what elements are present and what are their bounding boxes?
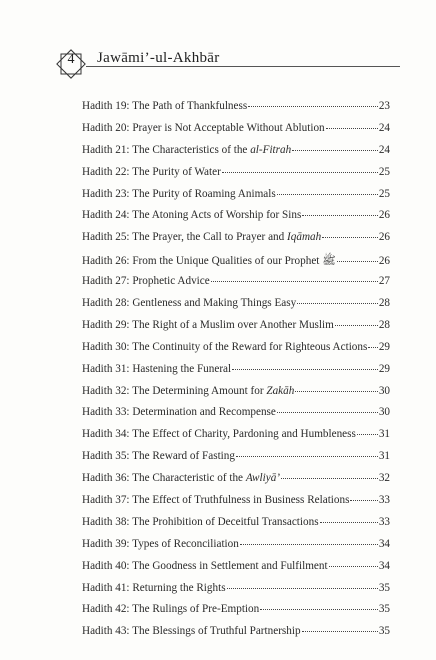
toc-entry[interactable] [82, 385, 390, 407]
toc-entry-page: 29 [378, 340, 390, 353]
toc-entry-label: Hadith 31: Hastening the Funeral [82, 362, 232, 375]
toc-entry[interactable] [82, 275, 390, 297]
toc-entry-italic-term: Awliyā’ [245, 472, 281, 485]
toc-entry-page: 35 [378, 581, 390, 594]
toc-entry-label: Hadith 41: Returning the Rights [82, 581, 226, 594]
toc-entry-title [82, 406, 276, 418]
toc-leader-dots [297, 302, 378, 304]
toc-entry-label: Hadith 34: The Effect of Charity, Pardoning and Humbleness [82, 428, 356, 441]
toc-entry-page: 31 [378, 428, 390, 441]
toc-entry-label: Hadith 42: The Rulings of Pre-Emption [82, 603, 260, 616]
toc-entry-page: 32 [378, 472, 390, 485]
toc-entry-title [82, 516, 319, 528]
toc-entry-page: 29 [378, 362, 390, 375]
toc-entry-page: 34 [378, 537, 390, 550]
toc-entry-page: 24 [378, 143, 390, 156]
toc-entry-title [82, 428, 356, 440]
toc-entry-title [82, 538, 239, 550]
toc-entry[interactable] [82, 122, 390, 144]
toc-entry-label: Hadith 43: The Blessings of Truthful Partnership [82, 625, 301, 638]
toc-entry-italic-term: al-Fitrah [250, 143, 292, 156]
toc-leader-dots [337, 260, 378, 262]
toc-entry-label: Hadith 23: The Purity of Roaming Animals [82, 187, 276, 200]
toc-leader-dots [322, 236, 378, 238]
toc-entry-page: 31 [378, 450, 390, 463]
toc-entry[interactable] [82, 188, 390, 210]
toc-entry-label: Hadith 29: The Right of a Muslim over Another Muslim [82, 318, 334, 331]
toc-entry-title [82, 100, 247, 112]
toc-leader-dots [227, 587, 378, 589]
toc-leader-dots [277, 193, 378, 195]
toc-leader-dots [302, 630, 378, 632]
toc-entry-page: 26 [378, 231, 390, 244]
toc-entry[interactable] [82, 560, 390, 582]
toc-entry[interactable] [82, 582, 390, 604]
toc-entry[interactable] [82, 253, 390, 275]
toc-entry-label: Hadith 37: The Effect of Truthfulness in Business Relations [82, 494, 350, 507]
toc-entry[interactable] [82, 603, 390, 625]
toc-entry-label: Hadith 30: The Continuity of the Reward for Righteous Actions [82, 340, 368, 353]
toc-entry-label: Hadith 40: The Goodness in Settlement and Fulfilment [82, 559, 328, 572]
toc-entry[interactable] [82, 363, 390, 385]
toc-leader-dots [211, 280, 378, 282]
toc-entry-label: Hadith 26: From the Unique Qualities of our Prophet ﷺ [82, 255, 336, 268]
toc-entry[interactable] [82, 406, 390, 428]
toc-entry-label: Hadith 38: The Prohibition of Deceitful Transactions [82, 515, 319, 528]
toc-entry[interactable] [82, 494, 390, 516]
toc-entry[interactable] [82, 472, 390, 494]
toc-entry-page: 27 [378, 275, 390, 288]
toc-entry-page: 35 [378, 625, 390, 638]
toc-entry-page: 34 [378, 559, 390, 572]
toc-entry-title [82, 341, 367, 353]
toc-entry-label: Hadith 35: The Reward of Fasting [82, 450, 235, 463]
toc-entry[interactable] [82, 538, 390, 560]
toc-entry-italic-term: Iqāmah [287, 231, 322, 244]
toc-entry[interactable] [82, 209, 390, 231]
toc-entry-title [82, 319, 334, 331]
toc-entry-label: Hadith 28: Gentleness and Making Things Easy [82, 297, 297, 310]
toc-entry-title [82, 363, 231, 375]
toc-entry-italic-term: Zakāh [266, 384, 295, 397]
toc-entry-label: Hadith 19: The Path of Thankfulness [82, 100, 248, 112]
toc-entry[interactable] [82, 319, 390, 341]
toc-leader-dots [335, 324, 378, 326]
toc-leader-dots [236, 455, 378, 457]
toc-entry[interactable] [82, 450, 390, 472]
toc-entry-title [82, 625, 301, 637]
toc-entry[interactable] [82, 625, 390, 647]
toc-leader-dots [368, 346, 377, 348]
running-title: Jawāmi’-ul-Akhbār [97, 50, 220, 66]
toc-entry-label: Hadith 36: The Characteristic of the [82, 472, 246, 485]
toc-entry-title [82, 166, 221, 178]
toc-entry-label: Hadith 32: The Determining Amount for [82, 384, 267, 397]
toc-entry-page: 33 [378, 515, 390, 528]
toc-leader-dots [222, 171, 378, 173]
toc-entry[interactable] [82, 297, 390, 319]
page-header [0, 38, 436, 88]
toc-entry-label: Hadith 27: Prophetic Advice [82, 275, 210, 288]
toc-entry-title [82, 275, 210, 287]
toc-entry-label: Hadith 24: The Atoning Acts of Worship for Sins [82, 209, 302, 222]
toc-leader-dots [260, 608, 378, 610]
toc-entry-title [82, 297, 296, 309]
toc-leader-dots [320, 521, 378, 523]
toc-leader-dots [326, 127, 378, 129]
toc-leader-dots [295, 390, 377, 392]
toc-entry-page: 30 [378, 384, 390, 397]
toc-entry-title [82, 582, 226, 594]
toc-entry-title [82, 231, 321, 243]
toc-entry-title [82, 144, 291, 156]
toc-entry[interactable] [82, 428, 390, 450]
toc-leader-dots [292, 149, 378, 151]
toc-leader-dots [240, 543, 378, 545]
toc-entry[interactable] [82, 231, 390, 253]
toc-entry-title [82, 385, 294, 397]
toc-leader-dots [248, 105, 378, 107]
page-number: 4 [67, 52, 75, 67]
toc-entry-title [82, 188, 276, 200]
toc-entry[interactable] [82, 166, 390, 188]
toc-entry-page: 28 [378, 318, 390, 331]
toc-entry-page: 23 [378, 100, 390, 112]
toc-leader-dots [329, 565, 378, 567]
toc-entry-title [82, 253, 336, 270]
toc-leader-dots [302, 214, 377, 216]
toc-entry-title [82, 603, 259, 615]
toc-entry-page: 25 [378, 165, 390, 178]
toc-entry-page: 26 [378, 255, 390, 268]
toc-entry-label: Hadith 25: The Prayer, the Call to Prayer and [82, 231, 288, 244]
toc-entry-title [82, 560, 328, 572]
toc-entry-page: 28 [378, 297, 390, 310]
toc-leader-dots [357, 433, 378, 435]
toc-leader-dots [277, 411, 378, 413]
toc-entry[interactable] [82, 516, 390, 538]
toc-leader-dots [281, 477, 378, 479]
toc-entry-title [82, 494, 349, 506]
toc-entry-page: 35 [378, 603, 390, 616]
toc-entry-page: 24 [378, 121, 390, 134]
toc-entry[interactable] [82, 100, 390, 122]
toc-entry-page: 25 [378, 187, 390, 200]
toc-entry-page: 26 [378, 209, 390, 222]
toc-entry[interactable] [82, 144, 390, 166]
toc-leader-dots [350, 499, 377, 501]
toc-entry-title [82, 122, 325, 134]
toc-entry-label: Hadith 22: The Purity of Water [82, 165, 221, 178]
toc-leader-dots [232, 368, 378, 370]
toc-entry-title [82, 450, 235, 462]
toc-entry-label: Hadith 21: The Characteristics of the [82, 143, 251, 156]
toc-entry-label: Hadith 39: Types of Reconciliation [82, 537, 239, 550]
toc-entry-label: Hadith 20: Prayer is Not Acceptable Without Ablution [82, 121, 325, 134]
toc-entry-page: 30 [378, 406, 390, 419]
toc-entry-label: Hadith 33: Determination and Recompense [82, 406, 276, 419]
toc-entry-title [82, 209, 301, 221]
toc-entry-page: 33 [378, 494, 390, 507]
toc-entry-title [82, 472, 280, 484]
table-of-contents [82, 100, 390, 647]
toc-entry[interactable] [82, 341, 390, 363]
